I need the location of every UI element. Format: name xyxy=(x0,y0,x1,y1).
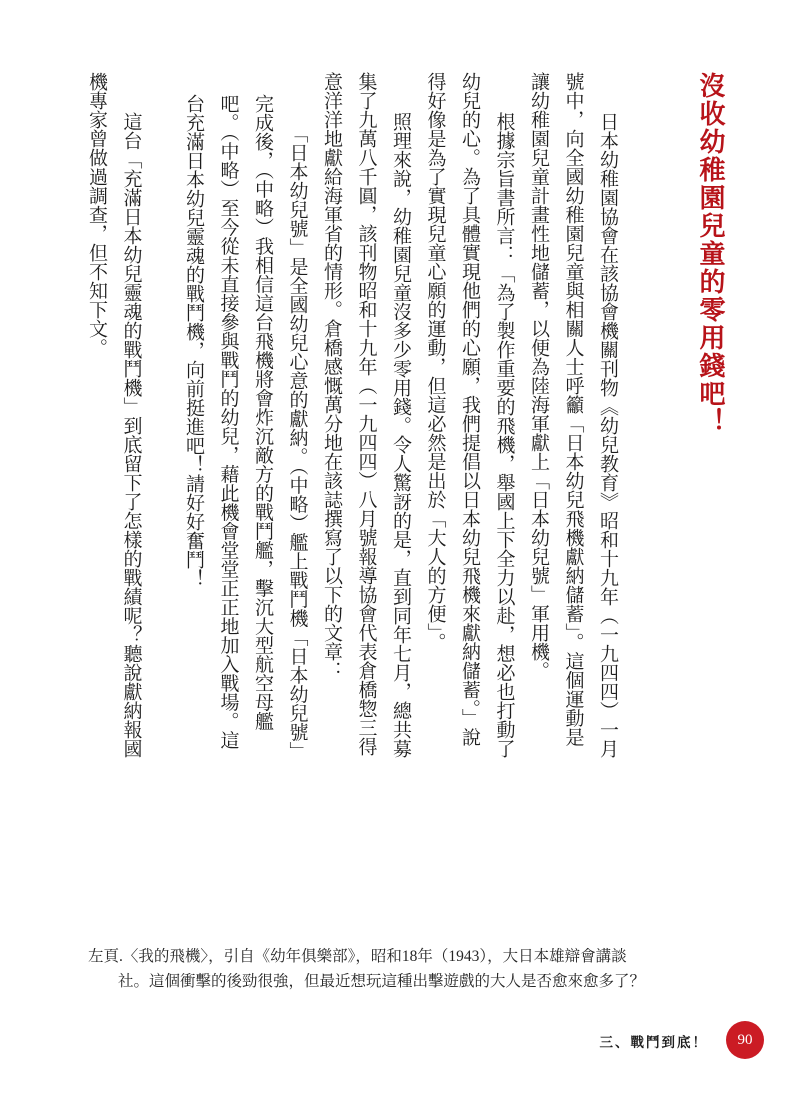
page-number-badge xyxy=(726,1021,764,1059)
quoted-passage: 「日本幼兒號」是全國幼兒心意的獻納。（中略）艦上戰鬥機「日本幼兒號」完成後，（中略）我相信這台飛機將會炸沉敵方的戰鬥艦，擊沉大型航空母艦吧。（中略）至今從未直接參與戰鬥的幼兒，藉此機會堂堂正正地加入戰場。這台充滿日本幼兒靈魂的戰鬥機，向前挺進吧！請好好奮鬥！ xyxy=(183,94,308,761)
caption-line-1: 左頁.〈我的飛機〉，引自《幼年俱樂部》，昭和18年（1943），大日本雄辯會講談 xyxy=(88,948,627,965)
chapter-footer-label: 三、戰鬥到底！ xyxy=(599,1035,708,1050)
page-number: 90 xyxy=(737,1031,753,1048)
paragraph: 日本幼稚園協會在該協會機關刊物《幼兒教育》昭和十九年（一九四四）一月號中，向全國幼稚園兒童與相關人士呼籲「日本幼兒飛機獻納儲蓄」。這個運動是讓幼稚園兒童計畫性地儲蓄，以便為陸海軍獻上「日本幼兒號」軍用機。 xyxy=(528,72,618,758)
caption-line-2: 社。這個衝擊的後勁很強，但最近想玩這種出擊遊戲的大人是否愈來愈多了？ xyxy=(118,973,646,990)
closing-paragraph: 這台「充滿日本幼兒靈魂的戰鬥機」到底留下了怎樣的戰績呢？聽說獻納報國機專家曾做過調查，但不知下文。 xyxy=(86,72,142,758)
page-title: 沒收幼稚園兒童的零用錢吧！ xyxy=(696,72,725,436)
paragraph: 根據宗旨書所言：「為了製作重要的飛機，舉國上下全力以赴，想必也打動了幼兒的心。為了具體實現他們的心願，我們提倡以日本幼兒飛機來獻納儲蓄。」說得好像是為了實現兒童心願的運動，但這必然是出於「大人的方便」。 xyxy=(424,72,515,758)
article-body xyxy=(76,72,624,762)
paragraph: 照理來說，幼稚園兒童沒多少零用錢。令人驚訝的是，直到同年七月，總共募集了九萬八千圓，該刊物昭和十九年（一九四四）八月號報導協會代表倉橋惣三得意洋洋地獻給海軍省的情形。倉橋感慨萬分地在該誌撰寫了以下的文章： xyxy=(321,72,411,758)
photo-caption xyxy=(88,944,688,994)
